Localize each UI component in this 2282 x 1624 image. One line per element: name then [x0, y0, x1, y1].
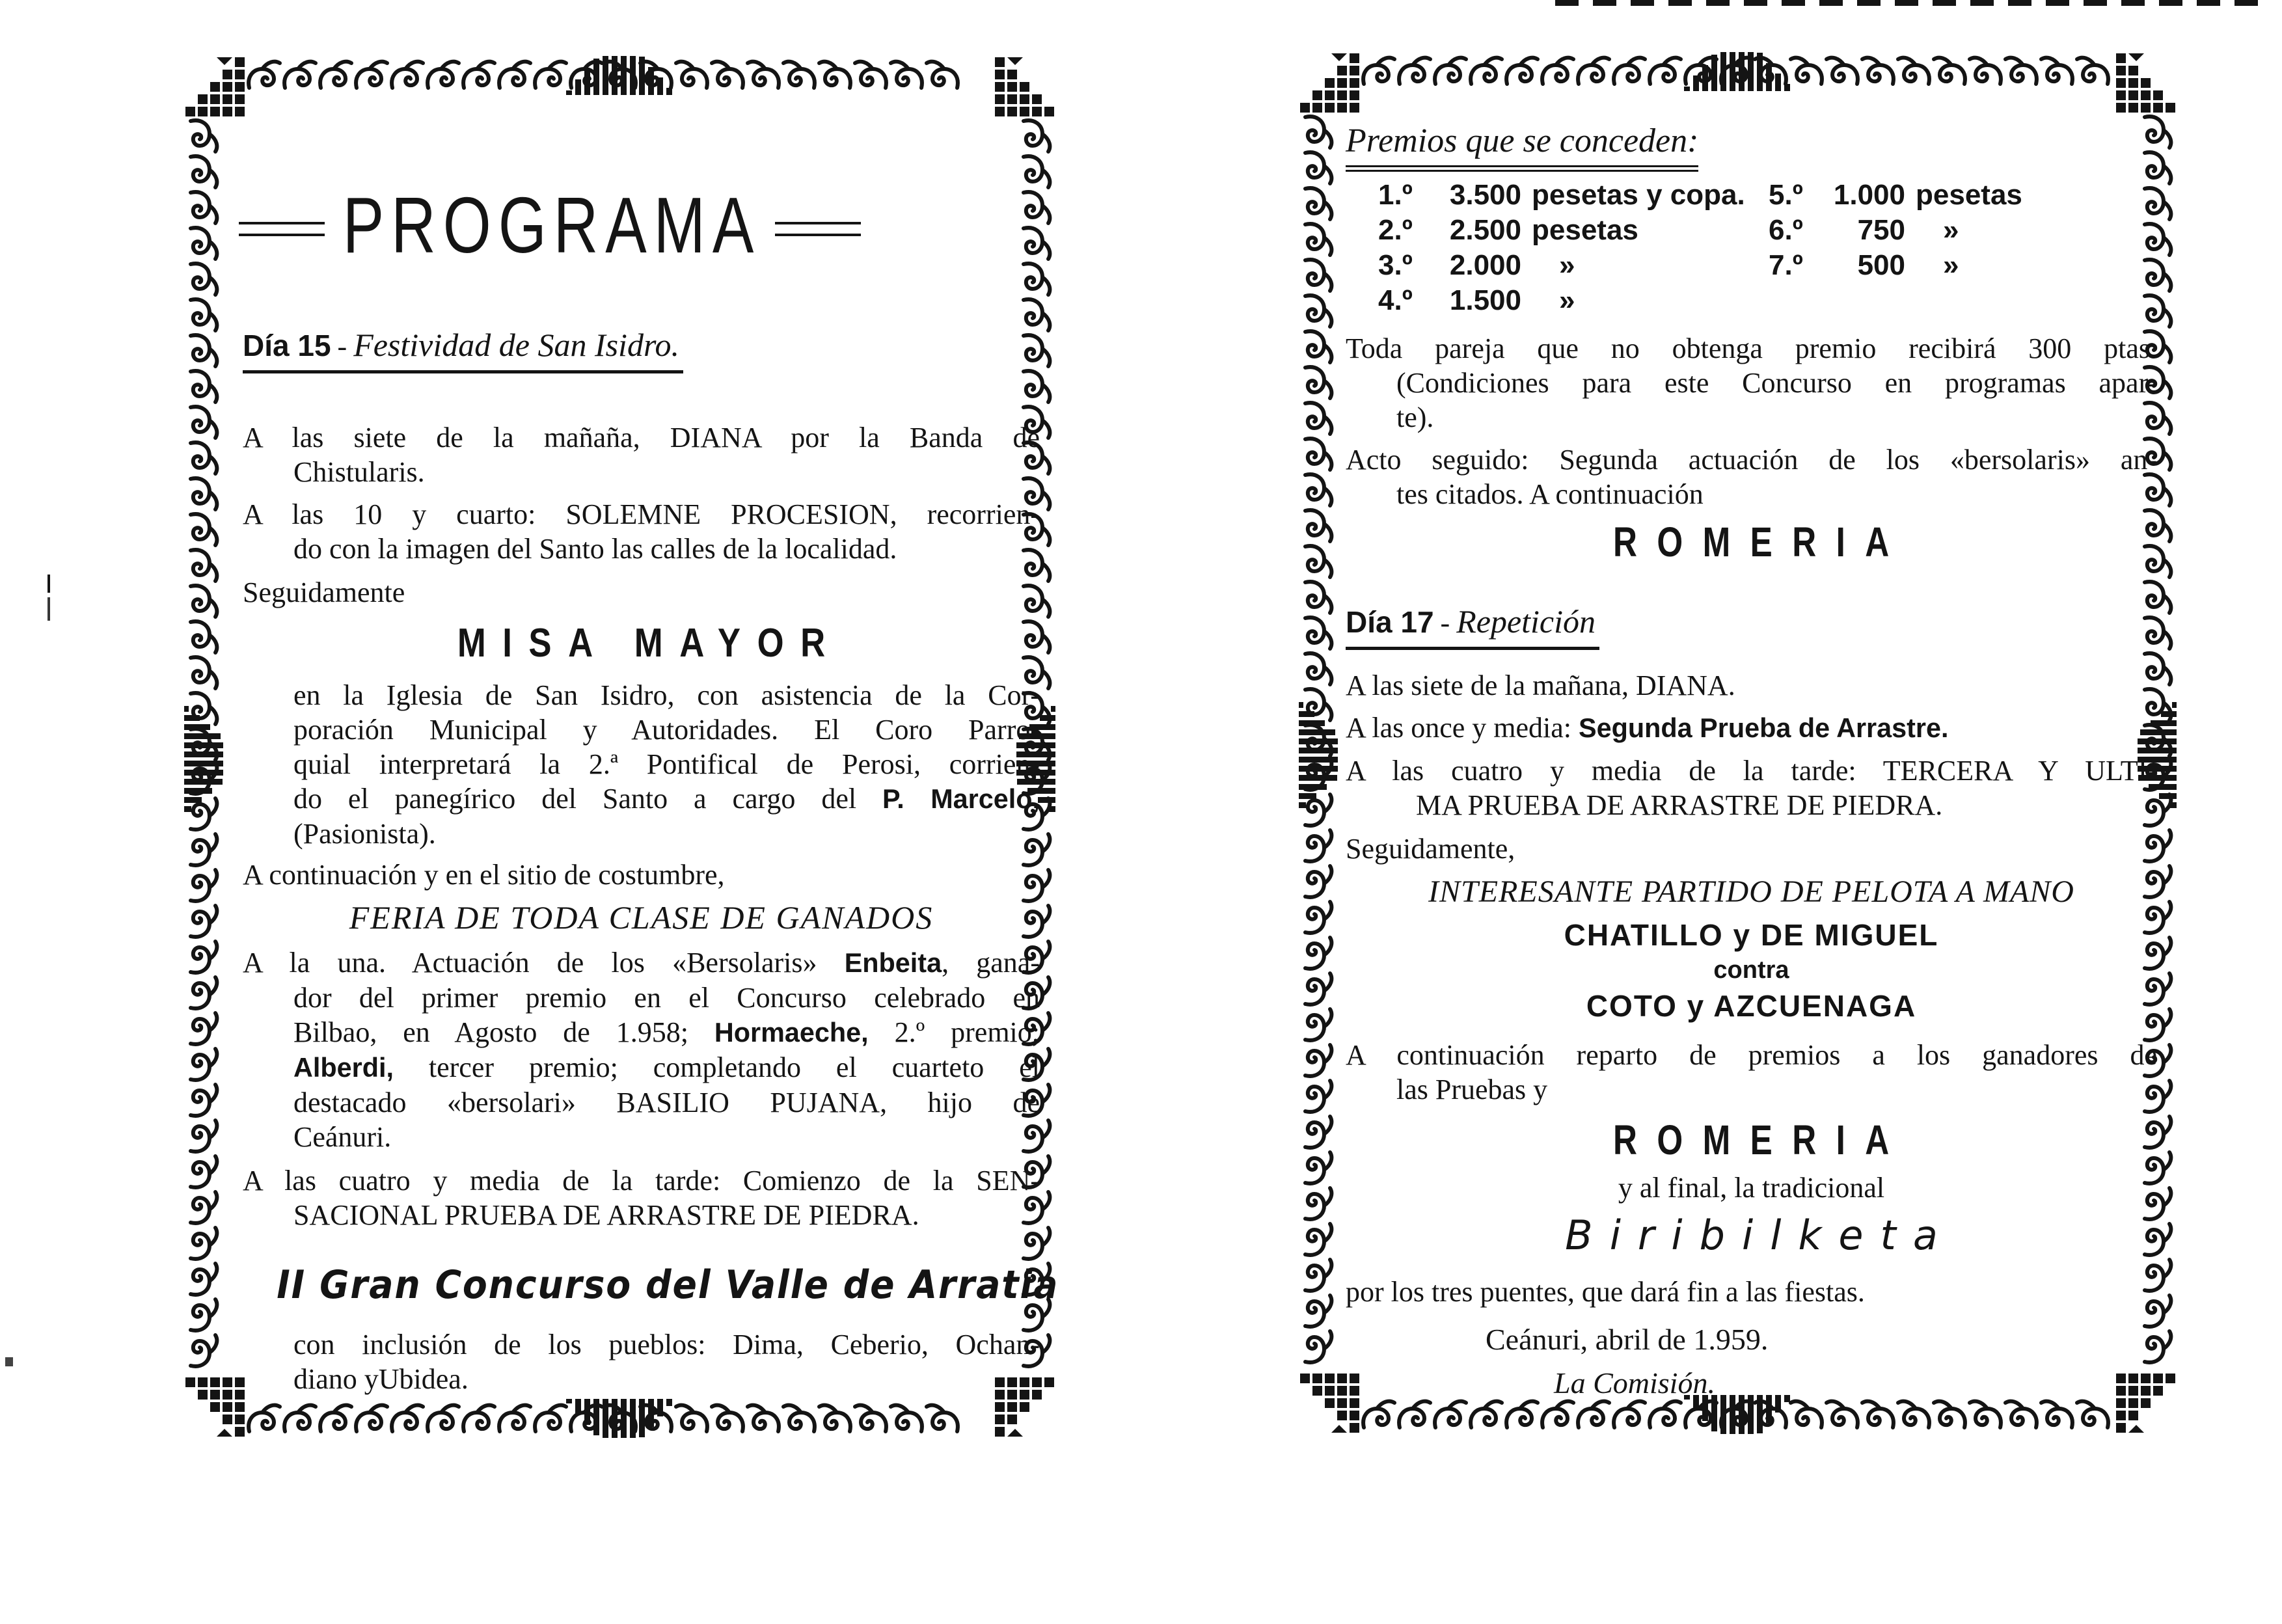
left-page-content — [243, 93, 1059, 1401]
paragraph-arrastre — [243, 1163, 1040, 1232]
comb-ornament-top — [1683, 52, 1793, 91]
prize-rank: 7.º — [1769, 249, 1803, 281]
biribilketa-heading — [1346, 1211, 2157, 1259]
text-line: con inclusión de los pueblos: Dima, Ceberio, Ochan- — [293, 1329, 1040, 1360]
prize-ditto-mark: » — [1943, 214, 1959, 246]
paragraph-acto-seguido — [1346, 442, 2157, 511]
comb-ornament-top — [565, 56, 675, 95]
prize-row — [1769, 248, 2157, 283]
prize-ditto-mark: » — [1559, 284, 1575, 316]
day17-heading — [1346, 602, 2157, 650]
text-line: poración Municipal y Autoridades. El Coro Parro- — [293, 714, 1040, 746]
premios-heading — [1346, 122, 2157, 167]
day17-title: Repetición — [1456, 603, 1596, 640]
paragraph-diana — [243, 420, 1040, 489]
prize-unit: pesetas y copa. — [1532, 179, 1745, 211]
prize-column-2 — [1769, 178, 2157, 318]
day15-underline — [243, 326, 683, 373]
bold-name-alberdi: Alberdi, — [293, 1053, 394, 1083]
team1-line: CHATILLO y DE MIGUEL — [1564, 918, 1939, 952]
day15-title: Festividad de San Isidro. — [353, 327, 680, 363]
title-rule-right — [775, 222, 861, 236]
text-line: (Condiciones para este Concurso en programas apar- — [1396, 367, 2157, 399]
paragraph-segunda-prueba — [1346, 710, 2157, 746]
prize-ditto-mark: » — [1943, 249, 1959, 281]
text-line: SACIONAL PRUEBA DE ARRASTRE DE PIEDRA. — [293, 1199, 919, 1231]
text-line: A las siete de la mañaña, DIANA por la Banda de — [243, 422, 1040, 453]
page-title: PROGRAMA — [342, 181, 761, 269]
text-line: A las cuatro y media de la tarde: TERCERA Y ULTI- — [1346, 755, 2157, 787]
text-segment: do el panegírico del Santo a cargo del — [293, 783, 883, 815]
text-line: Ceánuri. — [293, 1121, 392, 1153]
text-line — [243, 1015, 1040, 1050]
prize-ditto-mark: » — [1559, 249, 1575, 281]
paragraph-diana17: A las siete de la mañana, DIANA. — [1346, 670, 1735, 701]
romeria-text: ROMERIA — [1613, 519, 1909, 565]
text-line: diano yUbidea. — [293, 1363, 469, 1395]
text-line: A las 10 y cuarto: SOLEMNE PROCESION, recorrien- — [243, 498, 1040, 530]
program-right-page — [1300, 53, 2175, 1433]
text-segment: A las once y media: — [1346, 712, 1579, 744]
contra-line: contra — [1713, 956, 1789, 984]
concurso-text: II Gran Concurso del Valle de Arratia — [277, 1262, 1059, 1308]
paragraph-consolation — [1346, 331, 2157, 435]
seguidamente-line: Seguidamente — [243, 576, 405, 608]
title-rule-left — [239, 222, 325, 236]
prize-amount: 3.500 — [1449, 179, 1521, 211]
paragraph-continuacion: A continuación y en el sitio de costumbre, — [243, 859, 725, 891]
prize-list — [1346, 178, 2157, 318]
comb-ornament-left — [184, 705, 223, 815]
text-line — [293, 781, 1040, 817]
text-segment: A la una. Actuación de los «Bersolaris» — [243, 947, 845, 979]
text-line: Chistularis. — [293, 456, 425, 488]
prize-rank: 6.º — [1769, 214, 1803, 246]
prize-row — [1378, 248, 1769, 283]
prize-rank: 4.º — [1378, 284, 1413, 316]
concurso-heading — [243, 1262, 1059, 1308]
prize-rank: 5.º — [1769, 179, 1803, 211]
paragraph-reparto — [1346, 1038, 2157, 1107]
text-line: dor del primer premio en el Concurso celebrado en — [293, 982, 1040, 1014]
text-segment: , gana- — [942, 947, 1040, 979]
text-line: A continuación reparto de premios a los ganadores de — [1346, 1039, 2157, 1071]
feria-heading: FERIA DE TODA CLASE DE GANADOS — [349, 899, 934, 936]
day17-underline — [1346, 602, 1599, 650]
prize-column-1 — [1378, 178, 1769, 318]
scan-artifact — [1555, 0, 2271, 6]
paragraph-pueblos — [293, 1327, 1040, 1396]
prize-rank: 1.º — [1378, 179, 1413, 211]
text-line: do con la imagen del Santo las calles de la localidad. — [293, 533, 897, 565]
comb-ornament-bottom — [1683, 1395, 1793, 1434]
prize-unit: pesetas — [1916, 179, 2022, 211]
paragraph-tercera-prueba — [1346, 753, 2157, 822]
text-line: las Pruebas y — [1396, 1074, 1548, 1105]
corner-ornament-top-left — [185, 57, 245, 117]
paragraph-puentes: por los tres puentes, que dará fin a las fiestas. — [1346, 1276, 1865, 1308]
final-line: y al final, la tradicional — [1618, 1172, 1885, 1204]
prize-amount: 1.000 — [1833, 179, 1905, 211]
bold-segunda-prueba: Segunda Prueba de Arrastre. — [1579, 713, 1949, 743]
program-left-page — [185, 57, 1059, 1437]
text-segment: tercer premio; completando el cuarteto el — [393, 1051, 1040, 1083]
prize-row — [1769, 213, 2157, 248]
day17-label: Día 17 — [1346, 605, 1434, 639]
text-line: Acto seguido: Segunda actuación de los «bersolaris» an- — [1346, 444, 2157, 476]
romeria-heading-2 — [1346, 1116, 2157, 1164]
romeria-text: ROMERIA — [1613, 1116, 1909, 1163]
prize-row — [1769, 178, 2157, 213]
day15-heading — [243, 326, 1040, 373]
prize-amount: 1.500 — [1449, 284, 1521, 316]
text-line: destacado «bersolari» BASILIO PUJANA, hijo de — [293, 1087, 1040, 1118]
scan-artifact — [48, 597, 50, 621]
prize-amount: 2.500 — [1449, 214, 1521, 246]
text-segment: Bilbao, en Agosto de 1.958; — [293, 1016, 714, 1048]
seguidamente-line: Seguidamente, — [1346, 833, 1515, 865]
text-line: Toda pareja que no obtenga premio recibirá 300 ptas. — [1346, 332, 2157, 364]
day15-label: Día 15 — [243, 329, 331, 362]
prize-row — [1378, 283, 1769, 318]
prize-amount: 750 — [1857, 214, 1905, 246]
text-line: en la Iglesia de San Isidro, con asistencia de la Cor- — [293, 679, 1040, 711]
prize-amount: 2.000 — [1449, 249, 1521, 281]
bold-name-hormaeche: Hormaeche, — [714, 1018, 869, 1048]
closing-signature-line: La Comisión. — [1554, 1366, 1715, 1400]
programa-title-row — [243, 181, 861, 269]
right-page-content — [1346, 89, 2157, 1400]
premios-heading-text: Premios que se conceden: — [1346, 122, 1698, 167]
bold-name-enbeita: Enbeita — [844, 948, 942, 978]
text-line: A las cuatro y media de la tarde: Comienzo de la SEN- — [243, 1165, 1040, 1197]
romeria-heading-1 — [1346, 518, 2157, 566]
comb-ornament-bottom — [565, 1399, 675, 1438]
text-line — [243, 945, 1040, 981]
corner-ornament-bottom-left — [185, 1377, 245, 1437]
text-segment: 2.º premio; — [868, 1016, 1040, 1048]
paragraph-misa-detail — [293, 678, 1040, 851]
text-line: (Pasionista). — [293, 818, 436, 850]
misa-mayor-text: MISA MAYOR — [457, 621, 842, 666]
bold-name-marcelo: P. Marcelo, — [882, 784, 1040, 814]
team2-line: COTO y AZCUENAGA — [1586, 989, 1917, 1023]
biribilketa-text: Biribilketa — [1565, 1211, 1955, 1259]
closing-place-line: Ceánuri, abril de 1.959. — [1486, 1323, 1769, 1356]
prize-row — [1378, 213, 1769, 248]
prize-amount: 500 — [1857, 249, 1905, 281]
prize-unit: pesetas — [1532, 214, 1638, 246]
misa-mayor-heading — [243, 620, 1040, 666]
text-line: tes citados. A continuación — [1396, 478, 1704, 510]
prize-rank: 3.º — [1378, 249, 1413, 281]
day15-dash: - — [337, 331, 347, 362]
paragraph-bersolaris — [243, 945, 1040, 1154]
text-line — [243, 1050, 1040, 1085]
prize-rank: 2.º — [1378, 214, 1413, 246]
paragraph-procesion — [243, 497, 1040, 566]
scan-artifact — [5, 1357, 13, 1366]
pelota-heading: INTERESANTE PARTIDO DE PELOTA A MANO — [1428, 874, 2074, 909]
text-line: MA PRUEBA DE ARRASTRE DE PIEDRA. — [1416, 789, 1943, 821]
day17-dash: - — [1440, 607, 1450, 639]
scan-artifact — [48, 575, 50, 593]
text-line: quial interpretará la 2.ª Pontifical de Perosi, corrien- — [293, 748, 1040, 780]
text-line: te). — [1396, 401, 1434, 433]
prize-row — [1378, 178, 1769, 213]
comb-ornament-left — [1299, 701, 1338, 811]
